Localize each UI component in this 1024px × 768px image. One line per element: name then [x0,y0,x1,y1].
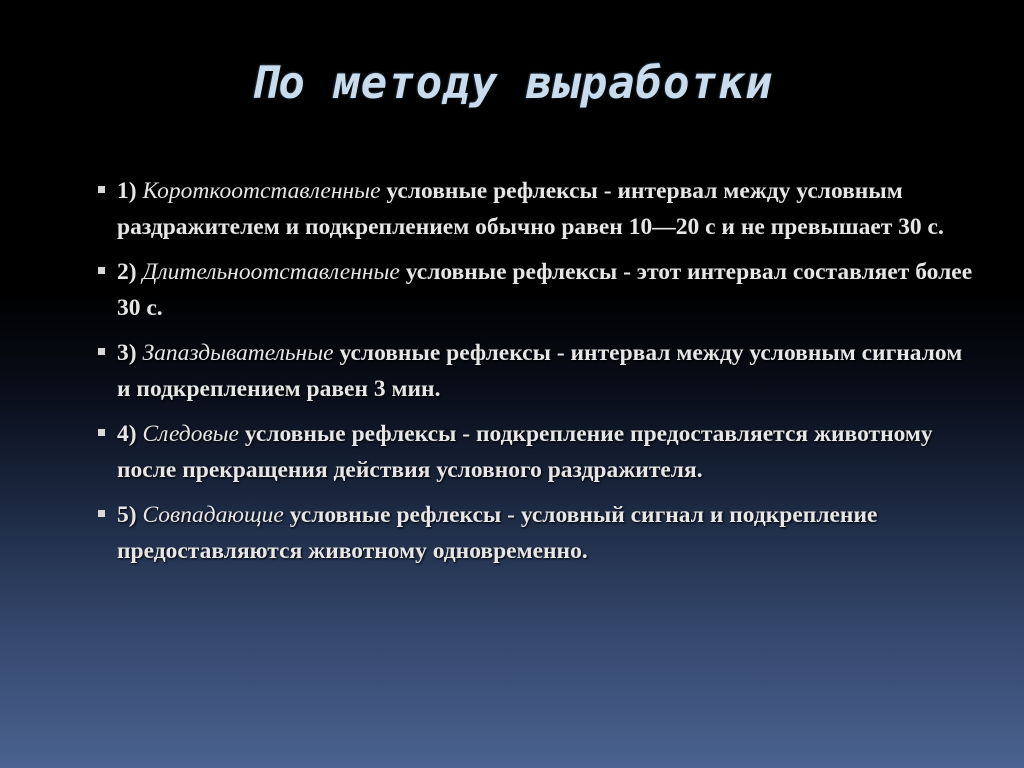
list-item [98,498,978,569]
item-text: условные рефлексы - интервал между условным раздражителем и подкреплением обычно равен 10—20 с и не превышает 30 с. [117,178,944,240]
item-term: Совпадающие [142,502,284,528]
item-term: Короткоотставленные [142,178,381,204]
square-bullet-icon [98,429,105,436]
list-item [98,417,978,488]
item-number: 3) [117,340,137,366]
list-item [98,174,978,245]
item-term: Запаздывательные [142,340,334,366]
square-bullet-icon [98,348,105,355]
list-item [98,255,978,326]
item-term: Длительноотставленные [142,259,400,285]
item-number: 1) [117,178,137,204]
slide-title: По методу выработки [250,58,774,109]
square-bullet-icon [98,510,105,517]
item-term: Следовые [142,421,239,447]
item-number: 4) [117,421,137,447]
item-number: 5) [117,502,137,528]
item-number: 2) [117,259,137,285]
list-item [98,336,978,407]
item-text: условные рефлексы - этот интервал составляет более 30 с. [117,259,973,321]
bullet-list [98,174,978,579]
square-bullet-icon [98,267,105,274]
square-bullet-icon [98,186,105,193]
item-text: условные рефлексы - подкрепление предоставляется животному после прекращения действия условного раздражителя. [117,421,933,483]
item-text: условные рефлексы - интервал между условным сигналом и подкреплением равен 3 мин. [117,340,963,402]
item-text: условные рефлексы - условный сигнал и подкрепление предоставляются животному одновременно. [117,502,878,564]
